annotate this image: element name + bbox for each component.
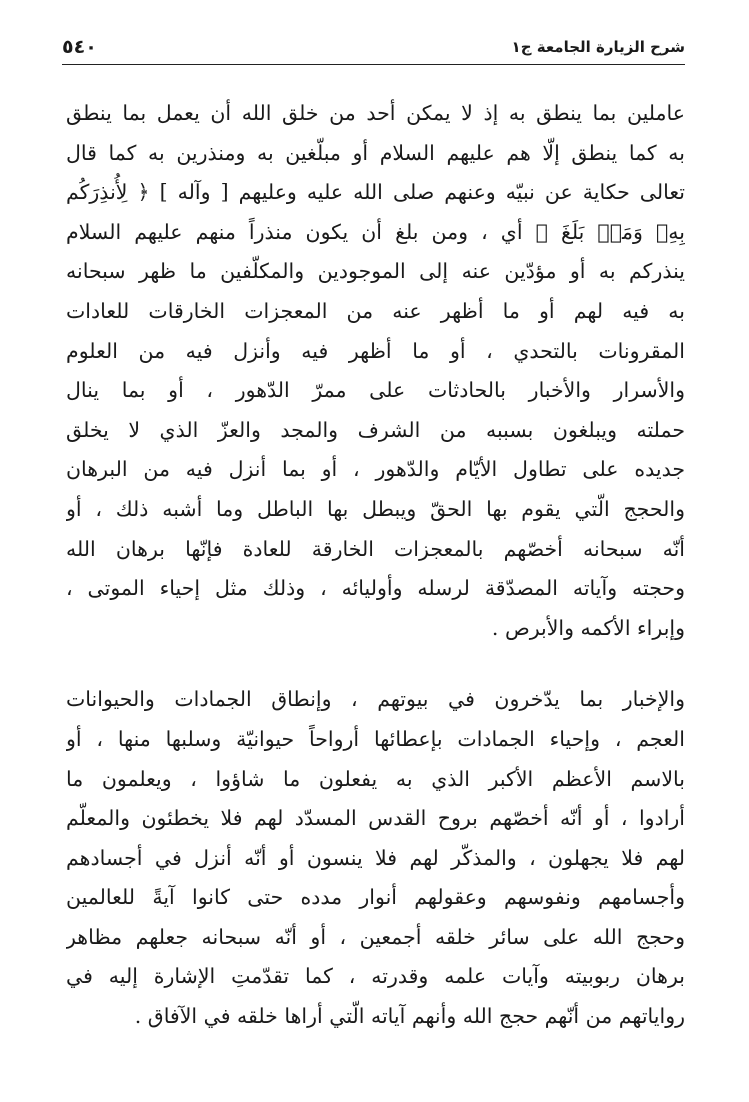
text-line: حملته ويبلغون بسببه من الشرف والمجد والعزّ الذي لا يخلق (66, 417, 685, 442)
text-line: أرادوا ، أو أنّه أخصّهم بروح القدس المسدّد لهم فلا يخطئون والمعلّم (66, 806, 685, 831)
text-line: أنّه سبحانه أخصّهم بالمعجزات الخارقة للعادة فإنّها برهان الله (66, 536, 685, 561)
paragraph-1 (66, 94, 685, 648)
text-line: المقرونات بالتحدي ، أو ما أظهر فيه وأنزل فيه من العلوم (66, 338, 685, 363)
text-line: وإبراء الأكمه والأبرص . (491, 615, 685, 640)
page-number: ٥٤٠ (62, 36, 97, 58)
text-line: والحجج الّتي يقوم بها الحقّ ويبطل بها الباطل وما أشبه ذلك ، أو (66, 496, 685, 521)
running-header (62, 28, 685, 62)
paragraph-gap (66, 648, 685, 680)
text-line: به فيه لهم أو ما أظهر عنه من المعجزات الخارقات للعادات (66, 298, 685, 323)
text-line: وأجسامهم ونفوسهم وعقولهم أنوار مدده حتى كانوا آيةً للعالمين (66, 885, 685, 910)
book-title: شرح الزيارة الجامعة ج١ (511, 38, 685, 56)
text-line: ينذركم به أو مؤدّين عنه إلى الموجودين والمكلّفين ما ظهر سبحانه (66, 259, 685, 284)
text-line: والأسرار والأخبار بالحادثات على ممرّ الدّهور ، أو بما ينال (66, 378, 685, 403)
text-line: العجم ، وإحياء الجمادات بإعطائها أرواحاً حيوانيّة وسلبها منها ، أو (66, 726, 685, 751)
body-text (66, 94, 685, 1037)
text-line: برهان ربوبيته وآيات علمه وقدرته ، كما تقدّمتِ الإشارة إليه في (66, 964, 685, 989)
header-rule (62, 64, 685, 65)
text-line: رواياتهم من أنّهم حجج الله وأنهم آياته الّتي أراها خلقه في الآفاق . (134, 1004, 685, 1029)
text-line: وحجته وآياته المصدّقة لرسله وأوليائه ، وذلك مثل إحياء الموتى ، (66, 576, 685, 601)
text-line: به كما ينطق إلّا هم عليهم السلام أو مبلّغين به ومنذرين به كما قال (66, 140, 685, 165)
text-line: عاملين بما ينطق به إذ لا يمكن أحد من خلق الله أن يعمل بما ينطق (66, 101, 685, 125)
text-line: والإخبار بما يدّخرون في بيوتهم ، وإنطاق الجمادات والحيوانات (66, 687, 685, 712)
text-line: تعالى حكاية عن نبيّه وعنهم صلى الله عليه وعليهم [ وآله ] ﴿ لِأُنذِرَكُم (66, 180, 685, 205)
text-line: بالاسم الأعظم الأكبر الذي به يفعلون ما شاؤوا ، ويعلمون ما (66, 766, 685, 791)
text-line: بِهِۦ وَمَنۢ بَلَغَ ﴾ أي ، ومن بلغ أن يكون منذراً منهم عليهم السلام (66, 219, 685, 244)
text-line: جديده على تطاول الأيّام والدّهور ، أو بما أنزل فيه من البرهان (66, 457, 685, 482)
text-line: وحجج الله على سائر خلقه أجمعين ، أو أنّه سبحانه جعلهم مظاهر (66, 924, 685, 949)
paragraph-2 (66, 680, 685, 1036)
text-line: لهم فلا يجهلون ، والمذكّر لهم فلا ينسون أو أنّه أنزل في أجسادهم (66, 845, 685, 870)
